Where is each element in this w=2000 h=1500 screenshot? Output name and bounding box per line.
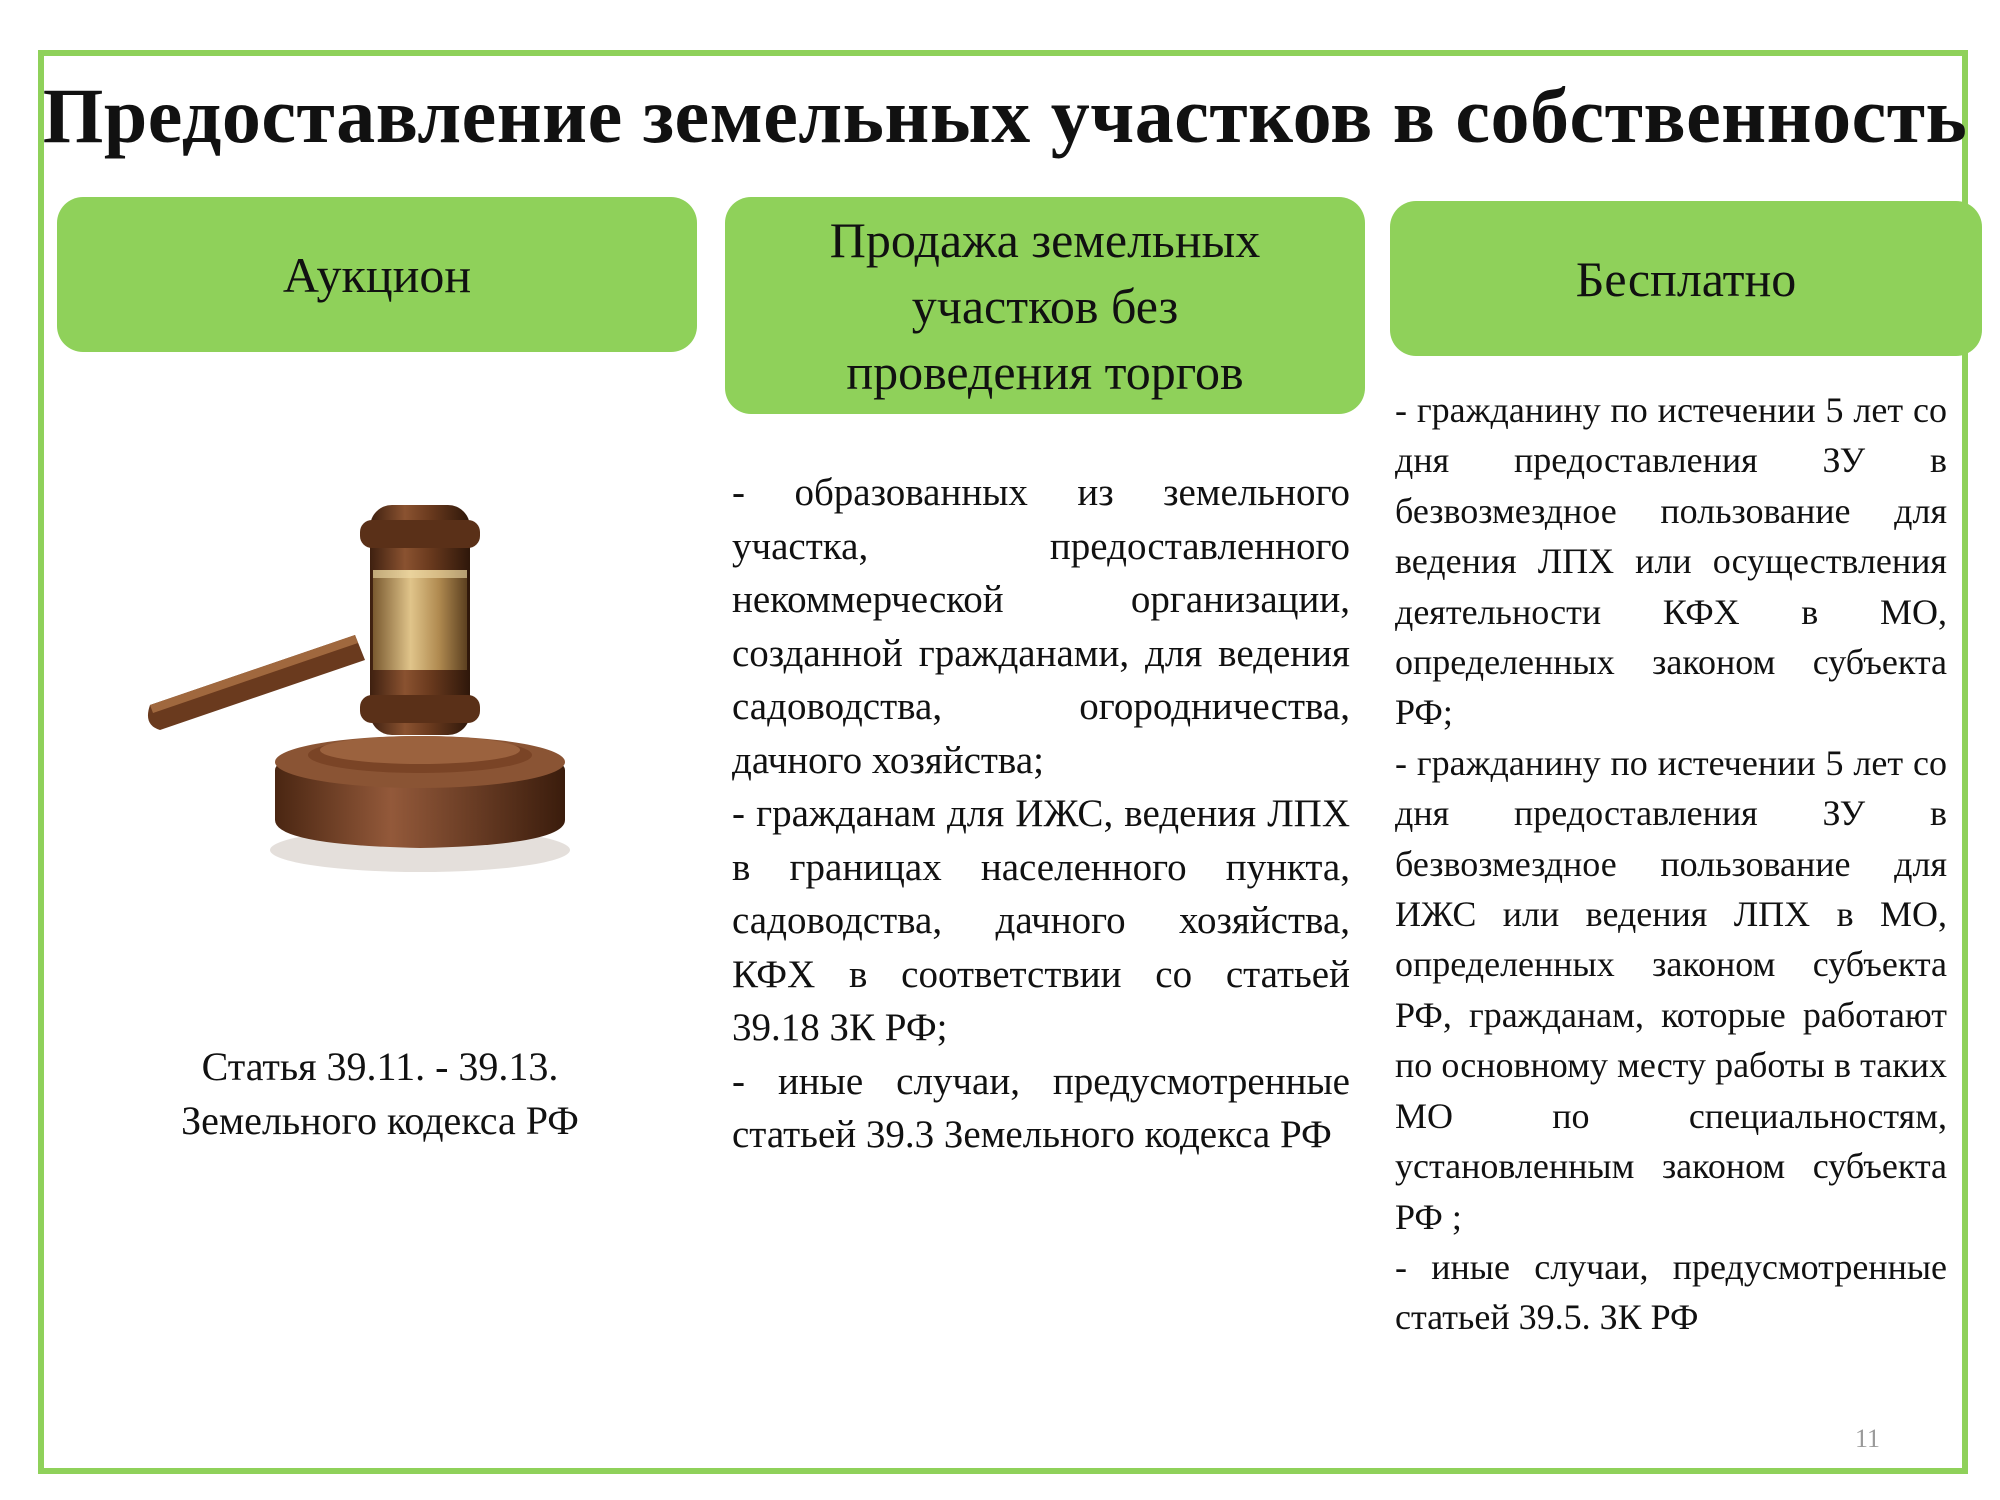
gavel-icon: [135, 500, 585, 880]
header-auction: [57, 197, 697, 352]
header-auction-label: Аукцион: [282, 246, 472, 303]
header-sale-label: Продажа земельных участков без проведения торгов: [829, 211, 1261, 400]
header-sale-without-tender: [725, 197, 1365, 414]
page-number: 11: [1855, 1424, 1881, 1453]
header-free: [1390, 201, 1982, 356]
sale-cases-text: - образованных из земельного участка, предоставленного некоммерческой организации, созданной гражданами, для ведения садоводства, огородничества, дачного хозяйства; - гражданам для ИЖС, ведения ЛПХ в границах населенного пункта, садоводства, дачного хозяйства, КФХ в соответствии со статьей 39.18 ЗК РФ; - иные случаи, предусмотренные статьей 39.3 Земельного кодекса РФ: [732, 471, 1350, 1156]
auction-legal-reference: Статья 39.11. - 39.13. Земельного кодекса РФ: [181, 1044, 579, 1143]
slide-title: Предоставление земельных участков в собственность: [42, 72, 1968, 159]
free-cases-text: - гражданину по истечении 5 лет со дня предоставления ЗУ в безвозмездное пользование для ведения ЛПХ или осуществления деятельности КФХ в МО, определенных законом субъекта РФ; - гражданину по истечении 5 лет со дня предоставления ЗУ в безвозмездное пользование для ИЖС или ведения ЛПХ в МО, определенных законом субъекта РФ, гражданам, которые работают по основному месту работы в таких МО по специальностям, установленным законом субъекта РФ ; - иные случаи, предусмотренные статьей 39.5. ЗК РФ: [1395, 390, 1947, 1338]
header-free-label: Бесплатно: [1575, 250, 1797, 307]
